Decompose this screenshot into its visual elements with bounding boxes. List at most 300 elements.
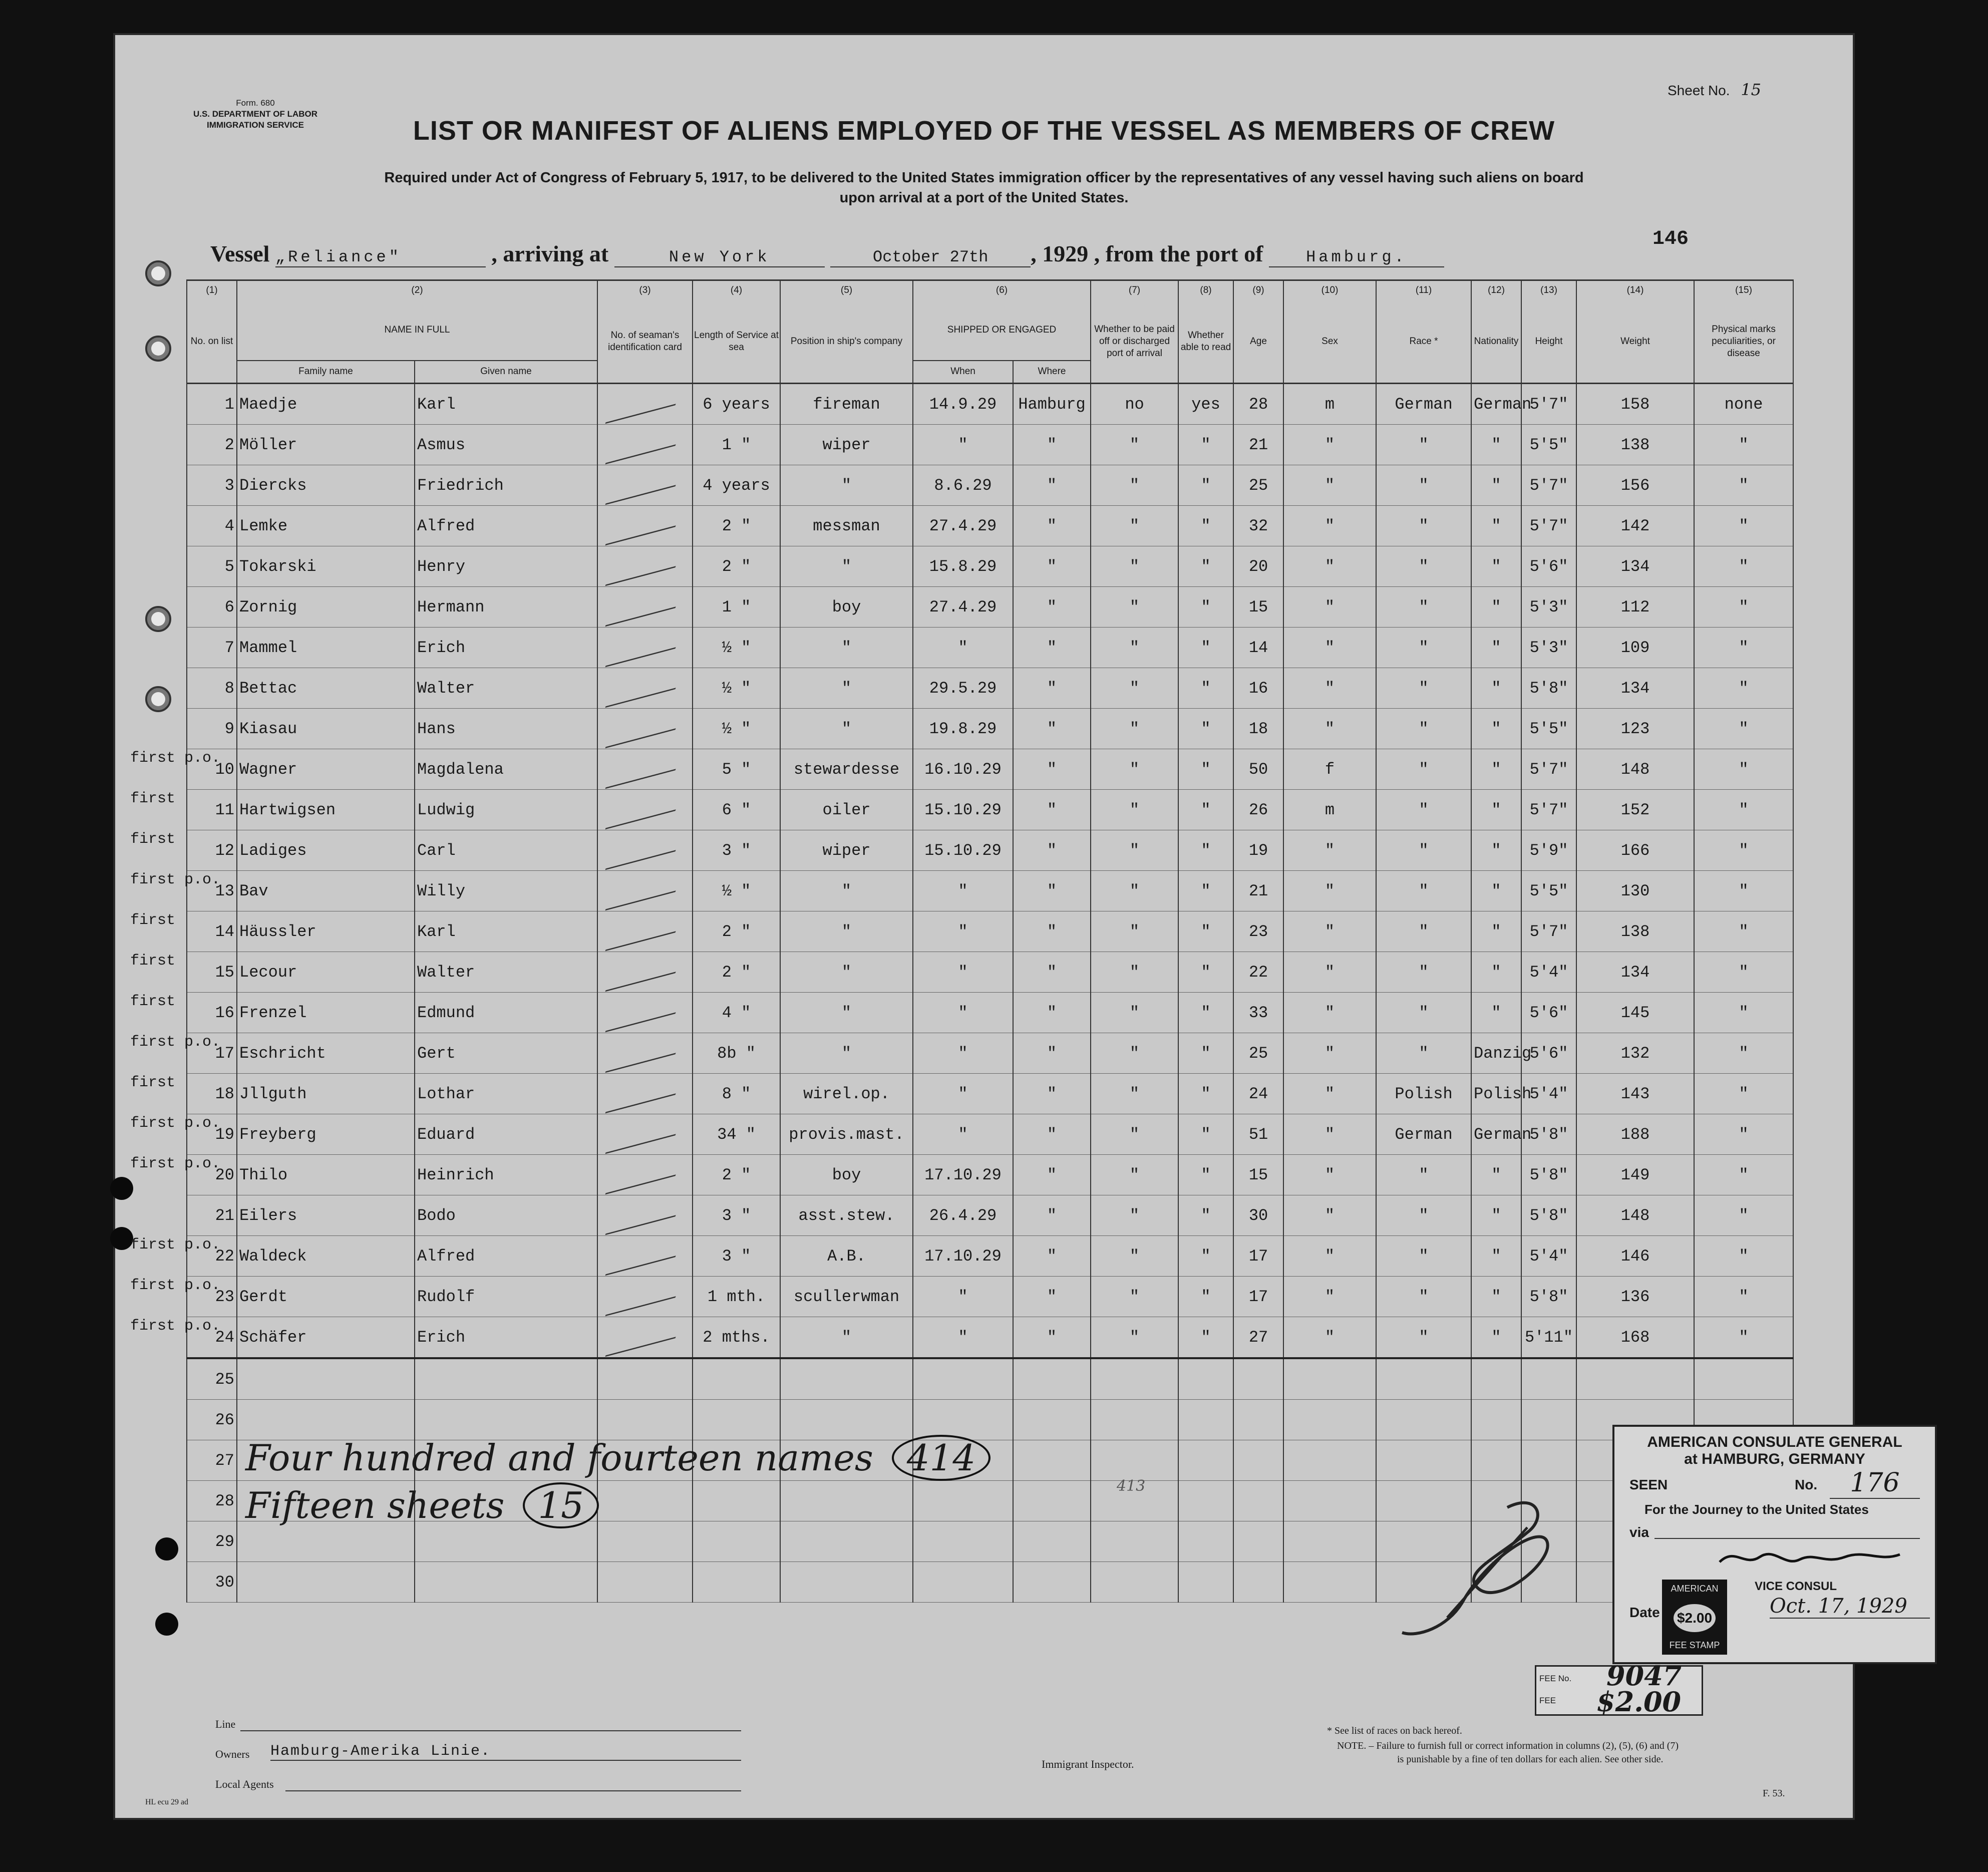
cell-sex: " xyxy=(1283,465,1376,506)
empty-cell xyxy=(1376,1400,1471,1440)
table-row xyxy=(187,1114,1793,1155)
cell-weight: 158 xyxy=(1576,384,1694,425)
empty-cell xyxy=(913,1481,1013,1521)
cell-physical-marks: none xyxy=(1694,384,1793,425)
cell-list-number: 30 xyxy=(187,1562,237,1603)
cell-race: " xyxy=(1376,871,1471,911)
cell-given-name: Magdalena xyxy=(415,749,597,790)
cell-position: A.B. xyxy=(780,1236,913,1277)
cell-weight: 138 xyxy=(1576,425,1694,465)
checkmark-icon xyxy=(605,420,685,464)
cell-service-length: ½ " xyxy=(693,668,780,709)
punch-hole xyxy=(110,1177,133,1200)
cell-id-card xyxy=(597,830,693,871)
cell-weight: 112 xyxy=(1576,587,1694,628)
vice-consul-label: VICE CONSUL xyxy=(1755,1580,1837,1593)
cell-service-length: ½ " xyxy=(693,628,780,668)
cell-service-length: 1 " xyxy=(693,425,780,465)
cell-given-name: Hans xyxy=(415,709,597,749)
cell-paid-off: " xyxy=(1091,668,1178,709)
cell-id-card xyxy=(597,709,693,749)
vessel-label: Vessel xyxy=(210,241,270,266)
empty-cell xyxy=(1091,1440,1178,1481)
cell-height: 5'4" xyxy=(1521,1236,1576,1277)
empty-cell xyxy=(1283,1400,1376,1440)
cell-family-name: Hartwigsen xyxy=(237,790,415,830)
empty-cell xyxy=(1471,1440,1521,1481)
checkmark-icon xyxy=(605,582,685,626)
cell-id-card xyxy=(597,1236,693,1277)
cell-paid-off: " xyxy=(1091,871,1178,911)
cell-nationality: " xyxy=(1471,952,1521,993)
vessel-name: „Reliance" xyxy=(275,248,486,267)
cell-shipped-when: 15.8.29 xyxy=(913,546,1013,587)
cell-position: " xyxy=(780,952,913,993)
cell-shipped-where: " xyxy=(1013,790,1091,830)
cell-nationality: " xyxy=(1471,709,1521,749)
empty-cell xyxy=(1283,1481,1376,1521)
cell-paid-off: " xyxy=(1091,1195,1178,1236)
cell-position: " xyxy=(780,546,913,587)
cell-service-length: 4 years xyxy=(693,465,780,506)
cell-shipped-where: " xyxy=(1013,668,1091,709)
cell-paid-off: " xyxy=(1091,952,1178,993)
cell-service-length: 3 " xyxy=(693,1236,780,1277)
cell-id-card xyxy=(597,546,693,587)
row-annotation: first xyxy=(130,1074,176,1091)
empty-cell xyxy=(1576,1358,1694,1400)
cell-service-length: 2 " xyxy=(693,1155,780,1195)
empty-cell xyxy=(1013,1562,1091,1603)
cell-position: " xyxy=(780,1033,913,1074)
col-race-header: Race * xyxy=(1376,300,1471,384)
consul-signature xyxy=(1715,1542,1905,1577)
cell-list-number: 26 xyxy=(187,1400,237,1440)
cell-position: " xyxy=(780,668,913,709)
cell-height: 5'7" xyxy=(1521,506,1576,546)
punch-hole xyxy=(155,1613,178,1636)
cell-weight: 156 xyxy=(1576,465,1694,506)
cell-race: " xyxy=(1376,506,1471,546)
arriving-label: , arriving at xyxy=(491,241,609,266)
immigrant-inspector-label: Immigrant Inspector. xyxy=(1042,1758,1134,1770)
cell-physical-marks: " xyxy=(1694,587,1793,628)
empty-cell xyxy=(1178,1562,1233,1603)
cell-physical-marks: " xyxy=(1694,993,1793,1033)
cell-id-card xyxy=(597,1074,693,1114)
table-row xyxy=(187,911,1793,952)
empty-cell xyxy=(597,1481,693,1521)
col-10-number: (10) xyxy=(1283,280,1376,300)
cell-height: 5'5" xyxy=(1521,709,1576,749)
cell-sex: " xyxy=(1283,668,1376,709)
cell-weight: 188 xyxy=(1576,1114,1694,1155)
cell-list-number: 1 xyxy=(187,384,237,425)
checkmark-icon xyxy=(605,948,685,991)
consulate-no-value: 176 xyxy=(1830,1468,1920,1499)
consulate-date: Oct. 17, 1929 xyxy=(1770,1595,1930,1619)
col-service-header: Length of Service at sea xyxy=(693,300,780,384)
cell-given-name: Gert xyxy=(415,1033,597,1074)
cell-physical-marks: " xyxy=(1694,465,1793,506)
cell-id-card xyxy=(597,668,693,709)
cell-physical-marks: " xyxy=(1694,628,1793,668)
cell-given-name: Karl xyxy=(415,911,597,952)
via-label: via xyxy=(1629,1524,1649,1540)
empty-cell xyxy=(1283,1521,1376,1562)
table-row xyxy=(187,546,1793,587)
empty-cell xyxy=(780,1521,913,1562)
cell-nationality: " xyxy=(1471,628,1521,668)
cell-race: " xyxy=(1376,1236,1471,1277)
cell-race: " xyxy=(1376,749,1471,790)
cell-height: 5'7" xyxy=(1521,465,1576,506)
cell-shipped-when: 14.9.29 xyxy=(913,384,1013,425)
col-nationality-header: Nationality xyxy=(1471,300,1521,384)
table-row xyxy=(187,952,1793,993)
cell-shipped-when: " xyxy=(913,1114,1013,1155)
cell-given-name: Rudolf xyxy=(415,1277,597,1317)
punch-hole xyxy=(155,1537,178,1561)
col-height-header: Height xyxy=(1521,300,1576,384)
cell-list-number: 5 xyxy=(187,546,237,587)
col-name-header: NAME IN FULL xyxy=(237,300,597,361)
cell-race: " xyxy=(1376,952,1471,993)
cell-list-number: 14 xyxy=(187,911,237,952)
cell-height: 5'4" xyxy=(1521,952,1576,993)
cell-family-name: Waldeck xyxy=(237,1236,415,1277)
cell-sex: " xyxy=(1283,830,1376,871)
cell-shipped-when: 17.10.29 xyxy=(913,1236,1013,1277)
cell-sex: " xyxy=(1283,709,1376,749)
cell-weight: 168 xyxy=(1576,1317,1694,1359)
col-11-number: (11) xyxy=(1376,280,1471,300)
cell-id-card xyxy=(597,1277,693,1317)
cell-service-length: 1 " xyxy=(693,587,780,628)
cell-weight: 130 xyxy=(1576,871,1694,911)
cell-given-name: Walter xyxy=(415,668,597,709)
cell-physical-marks: " xyxy=(1694,871,1793,911)
cell-paid-off: " xyxy=(1091,993,1178,1033)
cell-given-name: Karl xyxy=(415,384,597,425)
cell-able-to-read: " xyxy=(1178,425,1233,465)
cell-given-name: Eduard xyxy=(415,1114,597,1155)
cell-able-to-read: " xyxy=(1178,952,1233,993)
cell-height: 5'6" xyxy=(1521,993,1576,1033)
cell-able-to-read: " xyxy=(1178,1033,1233,1074)
cell-physical-marks: " xyxy=(1694,425,1793,465)
cell-age: 25 xyxy=(1233,1033,1283,1074)
cell-sex: " xyxy=(1283,993,1376,1033)
cell-physical-marks: " xyxy=(1694,1074,1793,1114)
row-annotation: first xyxy=(130,993,176,1010)
cell-id-card xyxy=(597,749,693,790)
cell-shipped-where: " xyxy=(1013,1114,1091,1155)
empty-cell xyxy=(1521,1440,1576,1481)
cell-nationality: Danzig xyxy=(1471,1033,1521,1074)
cell-age: 27 xyxy=(1233,1317,1283,1359)
empty-cell xyxy=(780,1400,913,1440)
page-subtitle xyxy=(205,168,1763,208)
cell-physical-marks: " xyxy=(1694,506,1793,546)
cell-age: 26 xyxy=(1233,790,1283,830)
cell-service-length: 34 " xyxy=(693,1114,780,1155)
cell-age: 19 xyxy=(1233,830,1283,871)
names-total-text: Four hundred and fourteen names xyxy=(245,1437,873,1479)
cell-able-to-read: " xyxy=(1178,546,1233,587)
col-read-header: Whether able to read xyxy=(1178,300,1233,384)
empty-cell xyxy=(1233,1358,1283,1400)
cell-able-to-read: " xyxy=(1178,1114,1233,1155)
cell-sex: " xyxy=(1283,1033,1376,1074)
cell-list-number: 6 xyxy=(187,587,237,628)
empty-cell xyxy=(597,1400,693,1440)
cell-service-length: 4 " xyxy=(693,993,780,1033)
seen-label: SEEN xyxy=(1629,1477,1668,1492)
checkmark-icon xyxy=(605,542,685,585)
cell-shipped-where: " xyxy=(1013,506,1091,546)
cell-weight: 134 xyxy=(1576,546,1694,587)
stamped-number: 146 xyxy=(1652,228,1689,250)
cell-weight: 132 xyxy=(1576,1033,1694,1074)
cell-given-name: Walter xyxy=(415,952,597,993)
cell-family-name: Wagner xyxy=(237,749,415,790)
col-position-header: Position in ship's company xyxy=(780,300,913,384)
fee-no-label: FEE No. xyxy=(1539,1674,1572,1683)
cell-shipped-where: " xyxy=(1013,1033,1091,1074)
cell-service-length: 8 " xyxy=(693,1074,780,1114)
cell-paid-off: " xyxy=(1091,465,1178,506)
checkmark-icon xyxy=(605,461,685,504)
departure-port: Hamburg. xyxy=(1269,248,1444,267)
cell-race: " xyxy=(1376,668,1471,709)
handwritten-sheets-total xyxy=(245,1482,599,1528)
cell-able-to-read: " xyxy=(1178,465,1233,506)
cell-given-name: Ludwig xyxy=(415,790,597,830)
cell-age: 18 xyxy=(1233,709,1283,749)
cell-list-number: 25 xyxy=(187,1358,237,1400)
cell-family-name: Eilers xyxy=(237,1195,415,1236)
empty-cell xyxy=(1471,1400,1521,1440)
checkmark-icon xyxy=(605,664,685,707)
row-annotation: first xyxy=(130,953,176,970)
row-annotation: first p.o. xyxy=(130,1034,221,1051)
cell-physical-marks: " xyxy=(1694,790,1793,830)
table-row xyxy=(187,1195,1793,1236)
checkmark-icon xyxy=(605,785,685,829)
fee-no-value: 9047 xyxy=(1606,1660,1682,1692)
cell-height: 5'4" xyxy=(1521,1074,1576,1114)
cell-sex: " xyxy=(1283,506,1376,546)
cell-service-length: 6 years xyxy=(693,384,780,425)
col-9-number: (9) xyxy=(1233,280,1283,300)
cell-age: 17 xyxy=(1233,1277,1283,1317)
cell-family-name: Zornig xyxy=(237,587,415,628)
cell-sex: " xyxy=(1283,628,1376,668)
row-annotation: first p.o. xyxy=(130,871,221,888)
cell-nationality: " xyxy=(1471,749,1521,790)
col-marks-header: Physical marks peculiarities, or disease xyxy=(1694,300,1793,384)
cell-height: 5'8" xyxy=(1521,1195,1576,1236)
cell-shipped-where: " xyxy=(1013,425,1091,465)
cell-sex: " xyxy=(1283,1195,1376,1236)
checkmark-icon xyxy=(605,988,685,1032)
cell-shipped-when: 29.5.29 xyxy=(913,668,1013,709)
table-row xyxy=(187,1317,1793,1359)
cell-shipped-where: " xyxy=(1013,871,1091,911)
cell-physical-marks: " xyxy=(1694,1114,1793,1155)
table-row xyxy=(187,709,1793,749)
cell-sex: " xyxy=(1283,1236,1376,1277)
cell-able-to-read: " xyxy=(1178,709,1233,749)
empty-cell xyxy=(237,1562,415,1603)
empty-cell xyxy=(597,1562,693,1603)
cell-service-length: 2 " xyxy=(693,546,780,587)
cell-list-number: 11 xyxy=(187,790,237,830)
cell-family-name: Häussler xyxy=(237,911,415,952)
row-annotation: first p.o. xyxy=(130,1115,221,1132)
cell-nationality: " xyxy=(1471,668,1521,709)
checkmark-icon xyxy=(605,745,685,788)
cell-weight: 166 xyxy=(1576,830,1694,871)
cell-id-card xyxy=(597,993,693,1033)
binder-hole xyxy=(145,336,171,362)
cell-list-number: 9 xyxy=(187,709,237,749)
empty-cell xyxy=(597,1521,693,1562)
cell-age: 32 xyxy=(1233,506,1283,546)
pencil-count: 413 xyxy=(1117,1477,1146,1495)
cell-given-name: Asmus xyxy=(415,425,597,465)
cell-weight: 109 xyxy=(1576,628,1694,668)
cell-given-name: Alfred xyxy=(415,506,597,546)
cell-height: 5'7" xyxy=(1521,384,1576,425)
cell-family-name: Lemke xyxy=(237,506,415,546)
cell-race: " xyxy=(1376,587,1471,628)
fine-note-2: is punishable by a fine of ten dollars for each alien. See other side. xyxy=(1397,1754,1664,1765)
col-6-number: (6) xyxy=(913,280,1091,300)
cell-nationality: " xyxy=(1471,790,1521,830)
cell-service-length: ½ " xyxy=(693,709,780,749)
empty-cell xyxy=(1178,1400,1233,1440)
cell-given-name: Bodo xyxy=(415,1195,597,1236)
checkmark-icon xyxy=(605,704,685,748)
cell-shipped-when: 27.4.29 xyxy=(913,506,1013,546)
subtitle-line-2: upon arrival at a port of the United States. xyxy=(839,190,1129,206)
cell-nationality: " xyxy=(1471,587,1521,628)
cell-shipped-when: " xyxy=(913,1033,1013,1074)
cell-paid-off: " xyxy=(1091,1033,1178,1074)
cell-weight: 146 xyxy=(1576,1236,1694,1277)
cell-able-to-read: " xyxy=(1178,628,1233,668)
line-label: Line xyxy=(215,1718,236,1730)
cell-shipped-where: " xyxy=(1013,1155,1091,1195)
cell-sex: " xyxy=(1283,425,1376,465)
cell-height: 5'8" xyxy=(1521,1277,1576,1317)
col-2-number: (2) xyxy=(237,280,597,300)
cell-paid-off: " xyxy=(1091,709,1178,749)
cell-able-to-read: " xyxy=(1178,1195,1233,1236)
empty-cell xyxy=(693,1358,780,1400)
cell-service-length: 1 mth. xyxy=(693,1277,780,1317)
handwritten-names-total xyxy=(245,1435,990,1481)
row-annotation: first xyxy=(130,831,176,848)
cell-position: wiper xyxy=(780,425,913,465)
cell-shipped-when: " xyxy=(913,425,1013,465)
cell-family-name: Freyberg xyxy=(237,1114,415,1155)
checkmark-icon xyxy=(605,1272,685,1316)
cell-family-name: Mammel xyxy=(237,628,415,668)
empty-cell xyxy=(1233,1521,1283,1562)
cell-weight: 152 xyxy=(1576,790,1694,830)
page-title: LIST OR MANIFEST OF ALIENS EMPLOYED OF THE VESSEL AS MEMBERS OF CREW xyxy=(413,116,1555,146)
cell-given-name: Henry xyxy=(415,546,597,587)
empty-cell xyxy=(1091,1521,1178,1562)
local-agents-rule xyxy=(285,1790,741,1791)
empty-cell xyxy=(1376,1358,1471,1400)
cell-list-number: 27 xyxy=(187,1440,237,1481)
cell-nationality: " xyxy=(1471,506,1521,546)
cell-service-length: 2 " xyxy=(693,911,780,952)
cell-weight: 148 xyxy=(1576,1195,1694,1236)
cell-race: Polish xyxy=(1376,1074,1471,1114)
cell-position: stewardesse xyxy=(780,749,913,790)
cell-physical-marks: " xyxy=(1694,1155,1793,1195)
cell-service-length: 6 " xyxy=(693,790,780,830)
empty-cell xyxy=(693,1481,780,1521)
cell-shipped-when: " xyxy=(913,993,1013,1033)
cell-height: 5'8" xyxy=(1521,668,1576,709)
checkmark-icon xyxy=(605,501,685,545)
checkmark-icon xyxy=(605,1069,685,1113)
table-row xyxy=(187,668,1793,709)
cell-able-to-read: " xyxy=(1178,1277,1233,1317)
cell-id-card xyxy=(597,1114,693,1155)
empty-cell xyxy=(1694,1358,1793,1400)
cell-race: " xyxy=(1376,1317,1471,1359)
cell-id-card xyxy=(597,465,693,506)
checkmark-icon xyxy=(605,1029,685,1072)
cell-nationality: German xyxy=(1471,384,1521,425)
cell-list-number: 4 xyxy=(187,506,237,546)
cell-race: " xyxy=(1376,790,1471,830)
cell-age: 21 xyxy=(1233,425,1283,465)
cell-position: fireman xyxy=(780,384,913,425)
empty-cell xyxy=(780,1358,913,1400)
cell-family-name: Thilo xyxy=(237,1155,415,1195)
cell-weight: 145 xyxy=(1576,993,1694,1033)
empty-cell xyxy=(1471,1358,1521,1400)
cell-able-to-read: " xyxy=(1178,993,1233,1033)
cell-age: 20 xyxy=(1233,546,1283,587)
vessel-line xyxy=(210,240,1813,267)
col-age-header: Age xyxy=(1233,300,1283,384)
cell-nationality: " xyxy=(1471,871,1521,911)
cell-service-length: 3 " xyxy=(693,1195,780,1236)
cell-physical-marks: " xyxy=(1694,1317,1793,1359)
empty-cell xyxy=(1013,1358,1091,1400)
cell-list-number: 19 xyxy=(187,1114,237,1155)
checkmark-icon xyxy=(605,1313,685,1356)
empty-cell xyxy=(1283,1440,1376,1481)
cell-physical-marks: " xyxy=(1694,830,1793,871)
cell-id-card xyxy=(597,1155,693,1195)
empty-cell xyxy=(1521,1400,1576,1440)
cell-family-name: Lecour xyxy=(237,952,415,993)
cell-list-number: 12 xyxy=(187,830,237,871)
fee-stamp-bottom: FEE STAMP xyxy=(1669,1640,1720,1650)
cell-race: German xyxy=(1376,384,1471,425)
cell-paid-off: " xyxy=(1091,830,1178,871)
